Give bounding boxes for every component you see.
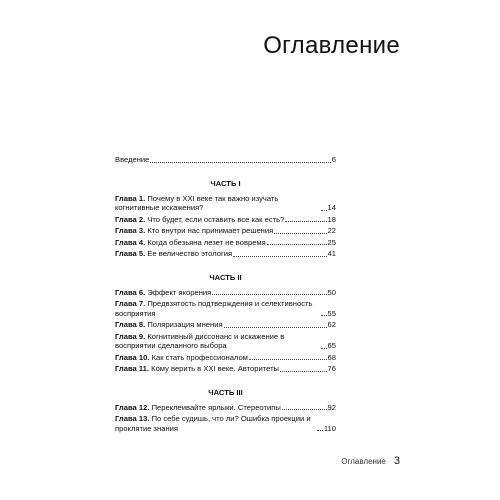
toc-page-number: 110	[323, 423, 336, 433]
chapter-label: Глава 5.	[115, 249, 146, 258]
chapter-label: Глава 4.	[115, 237, 146, 247]
toc-entry	[115, 364, 336, 374]
toc-page-number: 14	[327, 203, 336, 212]
toc-entry	[115, 332, 336, 351]
chapter-title: Как стать профессионалом	[151, 352, 248, 362]
toc-entry	[115, 288, 336, 298]
toc-page-number: 92	[327, 402, 336, 412]
toc-page-number: 6	[331, 155, 336, 164]
chapter-title: Когнитивный диссонанс и искажение в восприятии сделанного выбора	[115, 331, 285, 350]
leader-dots	[317, 430, 323, 431]
toc-entry-intro	[115, 155, 336, 165]
footer-label: Оглавление	[341, 457, 386, 466]
leader-dots	[321, 210, 327, 211]
toc-page-number: 65	[327, 341, 336, 350]
toc-page-number: 55	[327, 308, 336, 318]
toc-entry	[115, 414, 336, 433]
chapter-title: Поляризация мнения	[147, 320, 223, 329]
leader-dots	[282, 409, 327, 410]
toc-entry	[115, 226, 336, 236]
chapter-label: Глава 6.	[115, 287, 146, 297]
chapter-label: Глава 2.	[115, 214, 146, 224]
toc-page-number: 25	[327, 237, 336, 247]
chapter-label: Глава 10.	[115, 352, 150, 362]
leader-dots	[274, 233, 326, 234]
chapter-title: Эффект якорения	[147, 287, 212, 297]
leader-dots	[280, 371, 327, 372]
part-heading: ЧАСТЬ III	[208, 387, 243, 397]
toc-entry	[115, 194, 336, 213]
toc-page-number: 22	[327, 226, 336, 235]
page-number: 3	[393, 455, 400, 467]
chapter-title: Когда обезьяна лезет не вовремя	[147, 237, 266, 247]
toc-page-number: 50	[327, 287, 336, 297]
chapter-title: Кто внутри нас принимает решения	[147, 226, 274, 235]
toc-page-number: 76	[327, 364, 336, 373]
leader-dots	[212, 294, 326, 295]
chapter-title: По себе судишь, что ли? Ошибка проекции и проклятие знания	[115, 414, 311, 433]
leader-dots	[285, 221, 326, 222]
chapter-title: Почему в XXI веке так важно изучать когнитивные искажения?	[115, 193, 279, 212]
toc-entry-text: Введение	[115, 155, 150, 164]
chapter-label: Глава 3.	[115, 226, 146, 235]
leader-dots	[150, 162, 330, 163]
chapter-title: Предвзятость подтверждения и селективность восприятия	[115, 299, 313, 318]
toc-page-number: 18	[327, 214, 336, 224]
toc-entry	[115, 299, 336, 318]
toc-entry	[115, 403, 336, 413]
chapter-label: Глава 1.	[115, 193, 146, 203]
page-footer	[341, 455, 400, 467]
chapter-label: Глава 11.	[115, 364, 150, 373]
chapter-label: Глава 9.	[115, 331, 146, 341]
leader-dots	[321, 348, 327, 349]
chapter-label: Глава 8.	[115, 320, 146, 329]
chapter-title: Ее величество этология	[147, 249, 233, 258]
chapter-title: Что будет, если оставить все как есть?	[147, 214, 285, 224]
toc-page-number: 41	[327, 249, 336, 258]
toc-entry	[115, 215, 336, 225]
leader-dots	[233, 256, 326, 257]
leader-dots	[224, 327, 327, 328]
chapter-label: Глава 7.	[115, 299, 146, 308]
part-heading: ЧАСТЬ II	[209, 272, 242, 282]
chapter-title: Кому верить в XXI веке. Авторитеты	[151, 364, 280, 373]
toc-entry	[115, 238, 336, 248]
toc-page-number: 62	[327, 320, 336, 329]
chapter-label: Глава 12.	[115, 402, 150, 412]
chapter-label: Глава 13.	[115, 414, 150, 423]
chapter-title: Переклеивайте ярлыки. Стереотипы	[151, 402, 281, 412]
leader-dots	[267, 244, 327, 245]
page-title: Оглавление	[263, 32, 400, 59]
toc-entry	[115, 353, 336, 363]
toc-entry	[115, 249, 336, 259]
toc-entry	[115, 320, 336, 330]
part-heading: ЧАСТЬ I	[210, 178, 241, 188]
leader-dots	[321, 315, 327, 316]
table-of-contents	[115, 155, 336, 435]
toc-page-number: 68	[327, 352, 336, 362]
leader-dots	[249, 359, 327, 360]
